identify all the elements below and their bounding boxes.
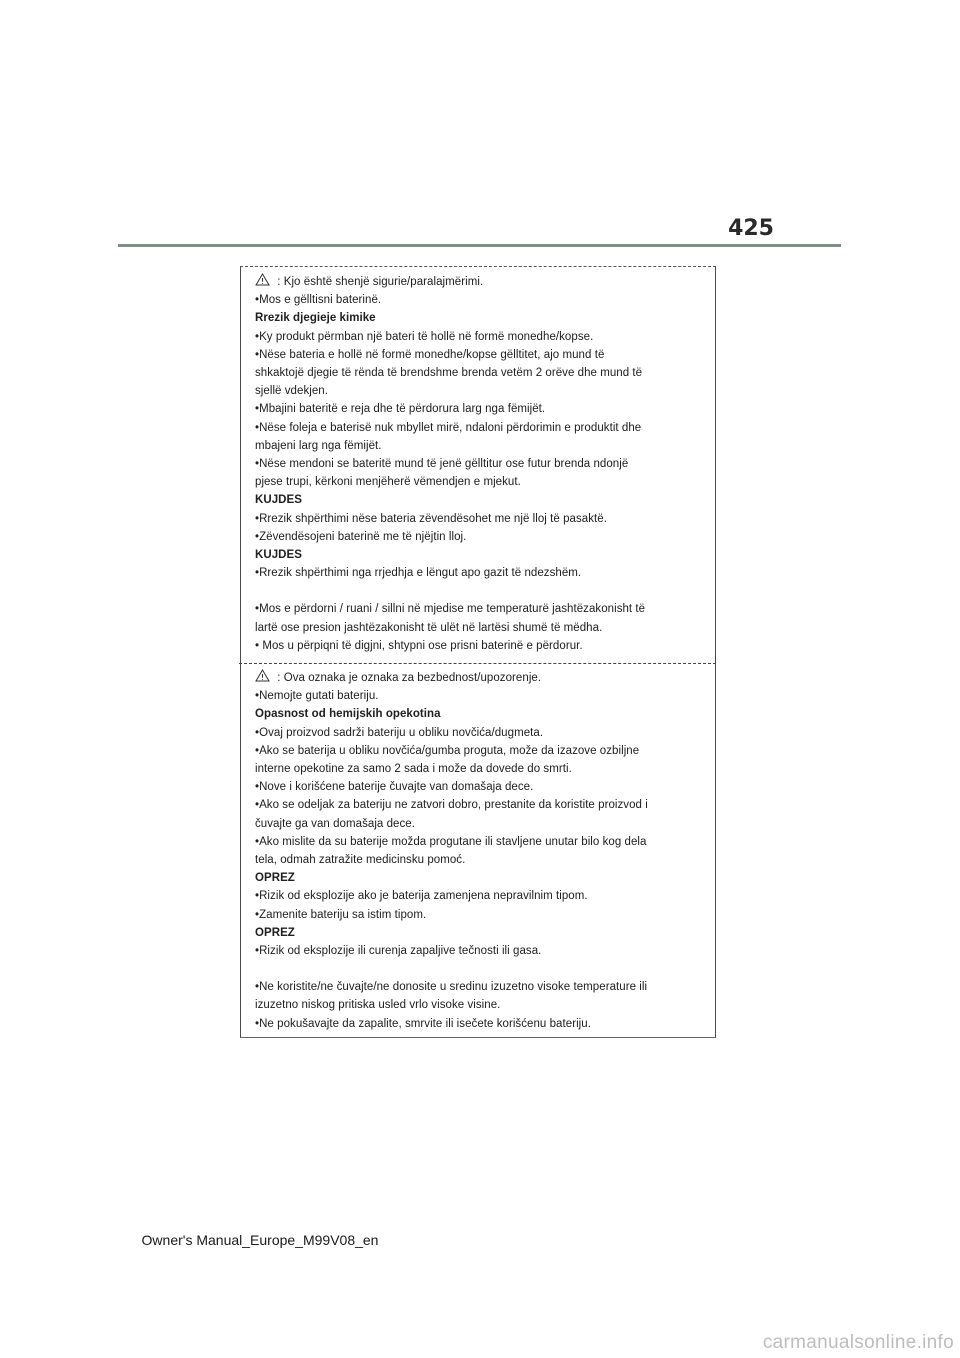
- warning-heading: [255, 869, 707, 887]
- warning-text: •Ako se baterija u obliku novčića/gumba proguta, može da izazove ozbiljne: [255, 744, 640, 757]
- warning-text: •Rrezik shpërthimi nga rrjedhja e lëngut apo gazit të ndezshëm.: [255, 567, 582, 580]
- warning-text: • Mos u përpiqni të digjni, shtypni ose prisni baterinë e përdorur.: [255, 639, 583, 652]
- warning-heading: [255, 491, 707, 509]
- warning-line: [255, 760, 707, 778]
- warning-text: •Ako se odeljak za bateriju ne zatvori dobro, prestanite da koristite proizvod i: [255, 799, 648, 812]
- warning-line: [255, 510, 707, 528]
- warning-line: [255, 942, 707, 960]
- warning-text: •Zamenite bateriju sa istim tipom.: [255, 908, 427, 921]
- warning-text: KUJDES: [255, 549, 302, 562]
- warning-line: [255, 742, 707, 760]
- warning-line: [255, 400, 707, 418]
- warning-text: shkaktojë djegie të rënda të brendshme brenda vetëm 2 orëve dhe mund të: [255, 367, 643, 380]
- blank-line: [255, 582, 707, 600]
- warning-line: [255, 833, 707, 851]
- warning-text: •Mbajini bateritë e reja dhe të përdorura larg nga fëmijët.: [255, 403, 546, 416]
- warning-line: [255, 600, 707, 618]
- warning-text: •Ne pokušavajte da zapalite, smrvite ili isečete korišćenu bateriju.: [255, 1017, 591, 1030]
- warning-text: OPREZ: [255, 926, 295, 939]
- warning-line: [255, 796, 707, 814]
- warning-heading: [255, 309, 707, 327]
- warning-text: •Nemojte gutati bateriju.: [255, 690, 379, 703]
- warning-text: •Rizik od eksplozije ako je baterija zamenjena nepravilnim tipom.: [255, 890, 588, 903]
- header-rule: [118, 244, 841, 247]
- warning-line: [255, 346, 707, 364]
- warning-line: [255, 1015, 707, 1033]
- warning-text: izuzetno niskog pritiska usled vrlo visoke visine.: [255, 999, 501, 1012]
- warning-text: mbajeni larg nga fëmijët.: [255, 439, 382, 452]
- warning-line: [255, 473, 707, 491]
- warning-line: [255, 887, 707, 905]
- warning-heading: [255, 924, 707, 942]
- warning-text: •Ne koristite/ne čuvajte/ne donosite u sredinu izuzetno visoke temperature ili: [255, 981, 648, 994]
- warning-line: [255, 364, 707, 382]
- warning-line: [255, 687, 707, 705]
- warning-line: [255, 724, 707, 742]
- warning-line: [255, 815, 707, 833]
- warning-line: [255, 419, 707, 437]
- warning-line: [255, 906, 707, 924]
- warning-line: [255, 669, 707, 687]
- warning-line: [255, 382, 707, 400]
- warning-text: Rrezik djegieje kimike: [255, 312, 376, 325]
- warning-text: •Rizik od eksplozije ili curenja zapaljive tečnosti ili gasa.: [255, 945, 542, 958]
- albanian-warning-section: [255, 273, 707, 655]
- warning-text: •Mos e gëlltisni baterinë.: [255, 294, 382, 307]
- warning-text: Opasnost od hemijskih opekotina: [255, 708, 441, 721]
- warning-text: : Ova oznaka je oznaka za bezbednost/upozorenje.: [274, 672, 542, 684]
- warning-line: [255, 637, 707, 655]
- warning-line: [255, 996, 707, 1014]
- warning-text: interne opekotine za samo 2 sada i može da dovede do smrti.: [255, 763, 572, 776]
- warning-text: •Nove i korišćene baterije čuvajte van domašaja dece.: [255, 781, 534, 794]
- warning-line: [255, 455, 707, 473]
- warning-triangle-icon: [255, 273, 270, 286]
- warning-text: •Ovaj proizvod sadrži bateriju u obliku novčića/dugmeta.: [255, 726, 544, 739]
- warning-triangle-icon: [255, 669, 270, 682]
- warning-text: •Nëse foleja e baterisë nuk mbyllet mirë, ndaloni përdorimin e produktit dhe: [255, 421, 642, 434]
- warning-heading: [255, 705, 707, 723]
- warning-text: sjellë vdekjen.: [255, 385, 328, 398]
- section-divider: [239, 663, 716, 664]
- warning-text: pjese trupi, kërkoni menjëherë vëmendjen e mjekut.: [255, 476, 521, 489]
- warning-text: lartë ose presion jashtëzakonisht të ulët në lartësi shumë të mëdha.: [255, 621, 603, 634]
- warning-line: [255, 328, 707, 346]
- warning-line: [255, 273, 707, 291]
- warning-text: : Kjo është shenjë sigurie/paralajmërimi.: [274, 276, 484, 288]
- warning-line: [255, 564, 707, 582]
- warning-text: •Rrezik shpërthimi nëse bateria zëvendësohet me një lloj të pasaktë.: [255, 512, 607, 525]
- warning-heading: [255, 546, 707, 564]
- warning-text: •Nëse mendoni se bateritë mund të jenë gëlltitur ose futur brenda ndonjë: [255, 458, 629, 471]
- warning-line: [255, 619, 707, 637]
- warning-line: [255, 851, 707, 869]
- warning-text: tela, odmah zatražite medicinsku pomoć.: [255, 854, 466, 867]
- warning-text: čuvajte ga van domašaja dece.: [255, 817, 415, 830]
- warning-text: OPREZ: [255, 872, 295, 885]
- warning-line: [255, 437, 707, 455]
- warning-text: •Ako mislite da su baterije možda progutane ili stavljene unutar bilo kog dela: [255, 835, 647, 848]
- warning-line: [255, 528, 707, 546]
- page-footer: Owner's Manual_Europe_M99V08_en: [141, 1232, 379, 1248]
- warning-line: [255, 778, 707, 796]
- page-number: 425: [728, 216, 774, 241]
- warning-line: [255, 978, 707, 996]
- warning-text: •Mos e përdorni / ruani / sillni në mjedise me temperaturë jashtëzakonisht të: [255, 603, 646, 616]
- warning-line: [255, 291, 707, 309]
- serbian-warning-section: [255, 669, 707, 1033]
- blank-line: [255, 960, 707, 978]
- warning-text: •Ky produkt përmban një bateri të hollë në formë monedhe/kopse.: [255, 330, 594, 343]
- warning-text: •Nëse bateria e hollë në formë monedhe/kopse gëlltitet, ajo mund të: [255, 348, 605, 361]
- warning-text: •Zëvendësojeni baterinë me të njëjtin lloj.: [255, 530, 467, 543]
- warning-text: KUJDES: [255, 494, 302, 507]
- warning-label-scan: [240, 266, 716, 1038]
- watermark: carmanualsonline.info: [762, 1332, 954, 1353]
